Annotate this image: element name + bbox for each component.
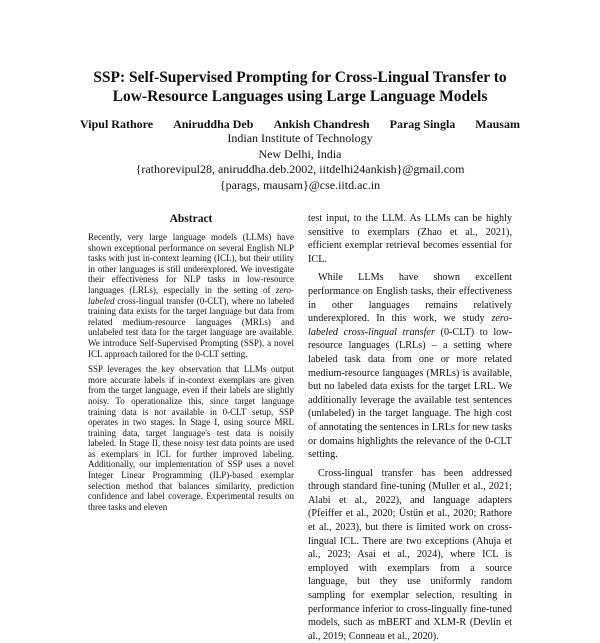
author: Parag Singla	[389, 117, 456, 131]
email-line-1: {rathorevipul28, aniruddha.deb.2002, iitdelhi24ankish}@gmail.com	[135, 162, 465, 176]
body-paragraph-1: While LLMs have shown excellent performance on English tasks, their effectiveness in other languages remains relatively underexplored. In this work, we study zero-labeled cross-lingual transfer (0-CLT) to low-resource languages (LRLs) – a setting where labeled task data from one or more related medium-resource languages (MRLs) is available, but no labeled data exists for the target LRL. We additionally leverage the available test sentences (unlabeled) in the target language. The high cost of annotating the sentences in LRLs for new tasks or domains highlights the relevance of the 0-CLT setting.	[308, 272, 512, 461]
institution: Indian Institute of Technology	[227, 131, 373, 145]
body-paragraph-0: test input, to the LLM. As LLMs can be highly sensitive to exemplars (Zhao et al., 2021), efficient exemplar retrieval becomes essential for ICL.	[308, 213, 512, 265]
location: New Delhi, India	[258, 146, 342, 161]
paper-title	[60, 68, 540, 106]
abstract-paragraph-2: SSP leverages the key observation that LLMs output more accurate labels if in-context exemplars are given from the target language, even if their labels are slightly noisy. To operationalize this, since target language training data is not available in 0-CLT setup, SSP operates in two stages. In Stage I, using source MRL training data, target language's test data is noisily labeled. In Stage II, these noisy test data points are used as exemplars in ICL for further improved labeling. Additionally, our implementation of SSP uses a novel Integer Linear Programming (ILP)-based exemplar selection method that balances similarity, prediction confidence and label coverage. Experimental results on three tasks and eleven	[88, 364, 294, 512]
author: Mausam	[475, 117, 520, 131]
abstract-paragraph-1: Recently, very large language models (LLMs) have shown exceptional performance on several English NLP tasks with just in-context learning (ICL), but their utility in other languages is still underexplored. We investigate their effectiveness for NLP tasks in low-resource languages (LRLs), especially in the setting of zero-labeled cross-lingual transfer (0-CLT), where no labeled training data exists for the target language but data from related medium-resource languages (MRLs) and unlabeled test data for the target language are available. We introduce Self-Supervised Prompting (SSP), a novel ICL approach tailored for the 0-CLT setting.	[88, 232, 294, 359]
right-column	[308, 212, 512, 642]
email-line-2: {parags, mausam}@cse.iitd.ac.in	[219, 177, 381, 192]
title-line-2: Low-Resource Languages using Large Language Models	[112, 88, 488, 105]
author-list	[40, 116, 560, 132]
author: Aniruddha Deb	[173, 117, 254, 131]
abstract-heading: Abstract	[169, 213, 213, 225]
author: Vipul Rathore	[80, 117, 154, 131]
affiliation-block	[40, 131, 560, 193]
author: Ankish Chandresh	[273, 117, 370, 131]
body-paragraph-2: Cross-lingual transfer has been addressed through standard fine-tuning (Muller et al., 2021; Alabi et al., 2022), and language adapters (Pfeiffer et al., 2020; Üstün et al., 2020; Rathore et al., 2023), but there is limited work on cross-lingual ICL. There are two exceptions (Ahuja et al., 2023; Asai et al., 2024), where ICL is employed with exemplars from a source language, but they use uniformly random sampling for exemplar selection, resulting in performance inferior to cross-lingually fine-tuned models, such as mBERT and XLM-R (Devlin et al., 2019; Conneau et al., 2020).	[308, 467, 512, 642]
title-line-1: SSP: Self-Supervised Prompting for Cross-Lingual Transfer to	[93, 69, 507, 86]
left-column	[88, 212, 294, 600]
